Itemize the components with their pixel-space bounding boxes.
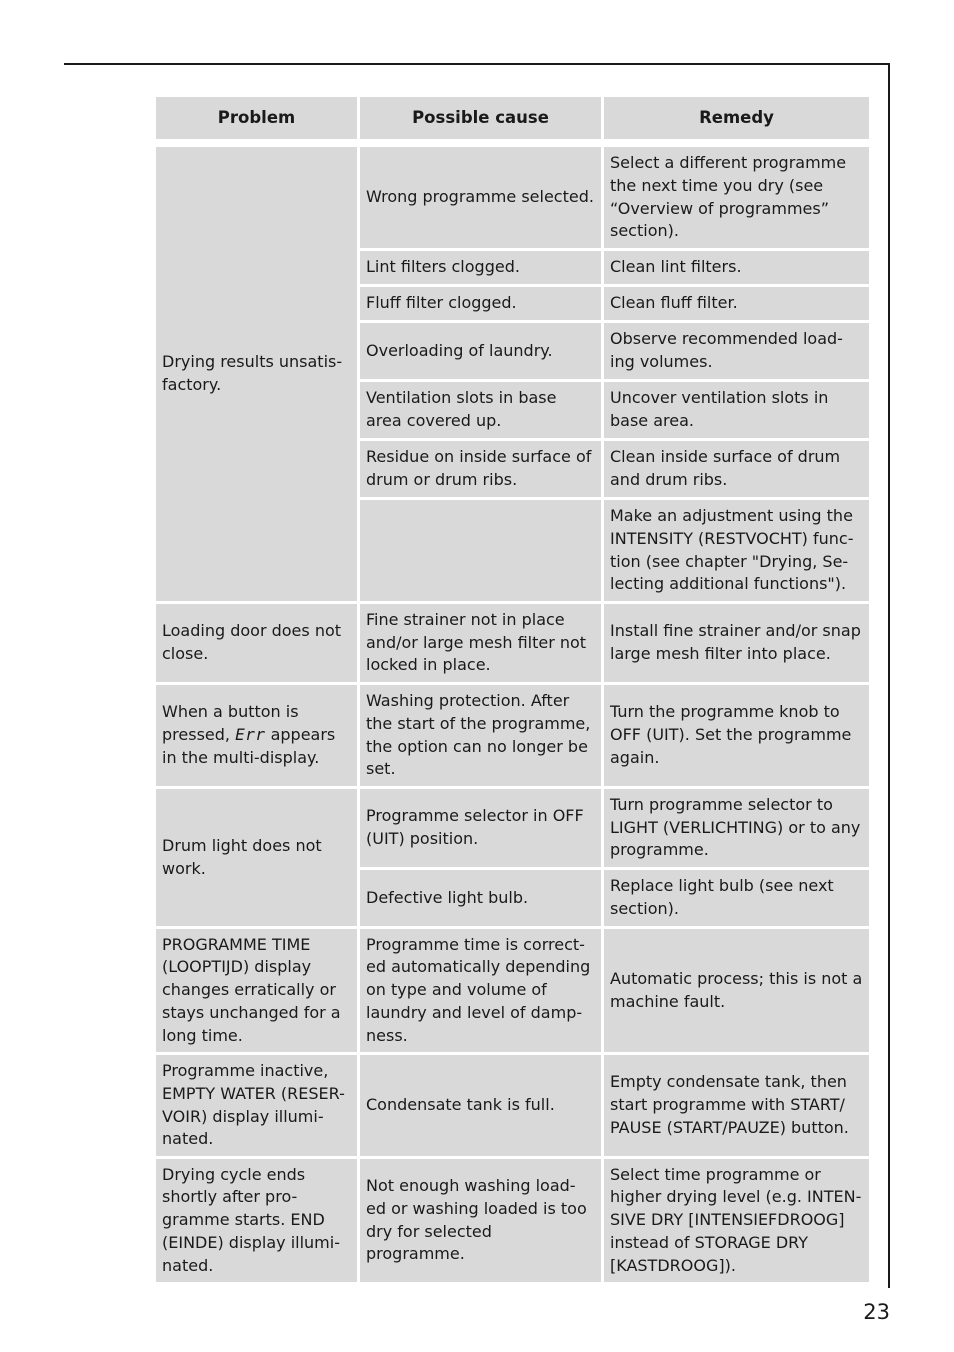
problem-cell: Drying results unsatis-factory. xyxy=(156,147,357,601)
cause-cell: Overloading of laundry. xyxy=(360,323,601,379)
problem-cell: Drum light does not work. xyxy=(156,789,357,926)
right-rule xyxy=(888,63,890,1288)
cause-cell: Programme time is correct-ed automatically depending on type and volume of laundry and level of damp-ness. xyxy=(360,929,601,1052)
troubleshooting-table xyxy=(153,94,872,1285)
cause-cell: Ventilation slots in base area covered up. xyxy=(360,382,601,438)
problem-cell: PROGRAMME TIME (LOOPTIJD) display changes erratically or stays unchanged for a long time. xyxy=(156,929,357,1052)
remedy-cell: Uncover ventilation slots in base area. xyxy=(604,382,869,438)
problem-cell: Drying cycle ends shortly after pro-gramme starts. END (EINDE) display illumi-nated. xyxy=(156,1159,357,1282)
table-row xyxy=(156,604,869,682)
table-row xyxy=(156,1159,869,1282)
cause-cell xyxy=(360,500,601,601)
problem-cell: Programme inactive, EMPTY WATER (RESER-VOIR) display illumi-nated. xyxy=(156,1055,357,1156)
cause-cell: Not enough washing load-ed or washing loaded is too dry for selected programme. xyxy=(360,1159,601,1282)
problem-text-before: When a button is pressed, xyxy=(162,702,299,745)
cause-cell: Lint filters clogged. xyxy=(360,251,601,284)
cause-cell: Condensate tank is full. xyxy=(360,1055,601,1156)
remedy-cell: Empty condensate tank, then start programme with START/ PAUSE (START/PAUZE) button. xyxy=(604,1055,869,1156)
table-row xyxy=(156,789,869,867)
remedy-cell: Automatic process; this is not a machine fault. xyxy=(604,929,869,1052)
table-body xyxy=(156,142,869,1282)
cause-cell: Residue on inside surface of drum or drum ribs. xyxy=(360,441,601,497)
table-row xyxy=(156,685,869,786)
spacer-row xyxy=(156,142,869,144)
remedy-cell: Install fine strainer and/or snap large mesh filter into place. xyxy=(604,604,869,682)
table-header xyxy=(156,97,869,139)
cause-cell: Washing protection. After the start of the programme, the option can no longer be set. xyxy=(360,685,601,786)
remedy-cell: Observe recommended load-ing volumes. xyxy=(604,323,869,379)
problem-cell: Loading door does not close. xyxy=(156,604,357,682)
remedy-cell: Clean inside surface of drum and drum ribs. xyxy=(604,441,869,497)
header-remedy: Remedy xyxy=(604,97,869,139)
top-rule xyxy=(64,63,890,65)
err-display-code: Err xyxy=(235,725,266,745)
cause-cell: Wrong programme selected. xyxy=(360,147,601,248)
table-row xyxy=(156,929,869,1052)
remedy-cell: Select time programme or higher drying level (e.g. INTEN-SIVE DRY [INTENSIEFDROOG] instead of STORAGE DRY [KASTDROOG]). xyxy=(604,1159,869,1282)
remedy-cell: Turn programme selector to LIGHT (VERLICHTING) or to any programme. xyxy=(604,789,869,867)
header-cause: Possible cause xyxy=(360,97,601,139)
cause-cell: Fine strainer not in place and/or large mesh filter not locked in place. xyxy=(360,604,601,682)
page-number: 23 xyxy=(863,1300,890,1324)
header-row xyxy=(156,97,869,139)
cause-cell: Programme selector in OFF (UIT) position. xyxy=(360,789,601,867)
problem-cell xyxy=(156,685,357,786)
table-row xyxy=(156,147,869,248)
remedy-cell: Clean fluff filter. xyxy=(604,287,869,320)
cause-cell: Defective light bulb. xyxy=(360,870,601,926)
cause-cell: Fluff filter clogged. xyxy=(360,287,601,320)
remedy-cell: Select a different programme the next time you dry (see “Overview of programmes” section). xyxy=(604,147,869,248)
remedy-cell: Clean lint filters. xyxy=(604,251,869,284)
remedy-cell: Replace light bulb (see next section). xyxy=(604,870,869,926)
remedy-cell: Make an adjustment using the INTENSITY (RESTVOCHT) func-tion (see chapter "Drying, Se-lecting additional functions"). xyxy=(604,500,869,601)
table-row xyxy=(156,1055,869,1156)
remedy-cell: Turn the programme knob to OFF (UIT). Set the programme again. xyxy=(604,685,869,786)
header-problem: Problem xyxy=(156,97,357,139)
problem-text-after: appears in the multi-display. xyxy=(162,725,336,767)
